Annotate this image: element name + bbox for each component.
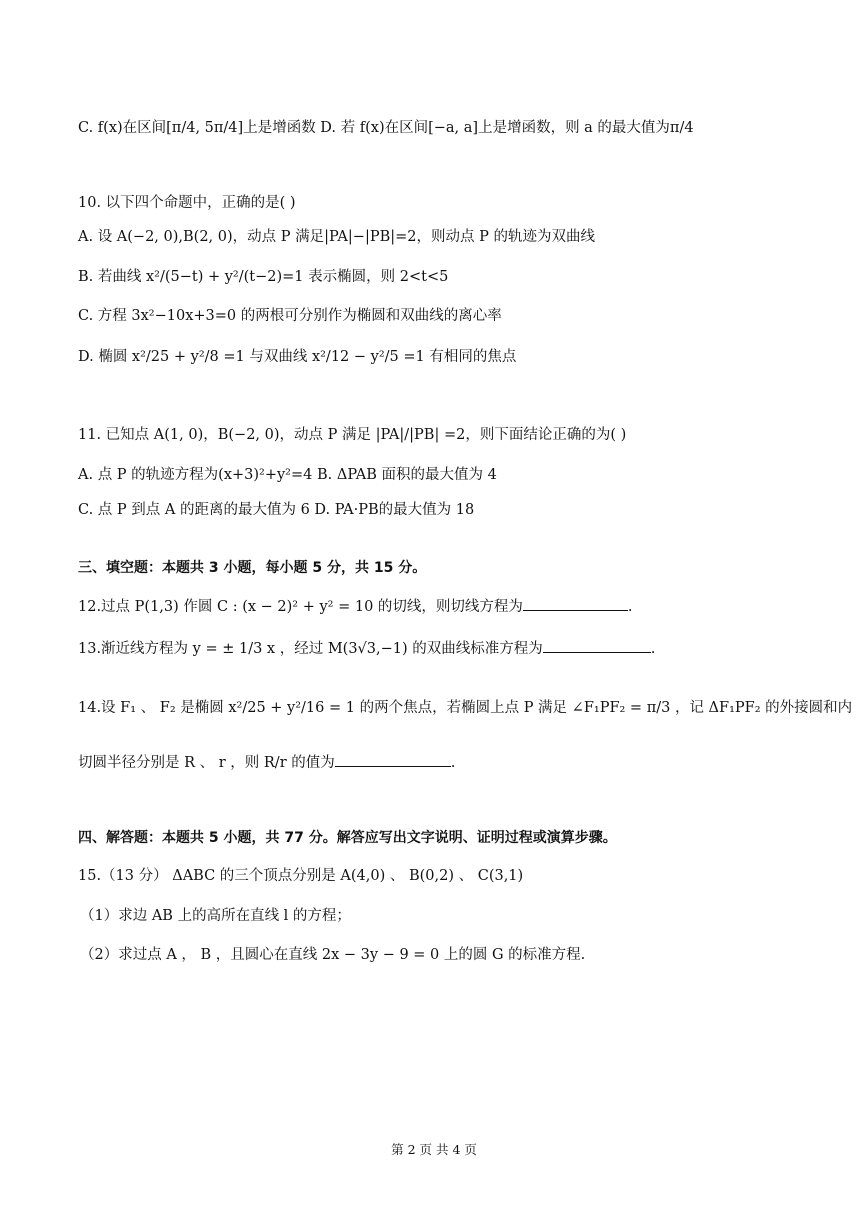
q12-text: 12.过点 P(1,3) 作圆 C : (x − 2)² + y² = 10 的切线，则切线方程为 [78,599,523,615]
q14-cont: 切圆半径分别是 R 、 r ，则 R/r 的值为 . [78,752,455,773]
q14-answer-blank [335,752,451,767]
q14: 14.设 F₁ 、 F₂ 是椭圆 x²/25 + y²/16 = 1 的两个焦点，若椭圆上点 P 满足 ∠F₁PF₂ = π/3 ，记 ΔF₁PF₂ 的外接圆和内 [78,700,853,716]
q10-stem: 10. 以下四个命题中，正确的是( ) [78,195,296,211]
q10-option-d: D. 椭圆 x²/25 + y²/8 =1 与双曲线 x²/12 − y²/5 =1 有相同的焦点 [78,349,517,365]
q15-stem: 15.（13 分） ΔABC 的三个顶点分别是 A(4,0) 、 B(0,2) 、 C(3,1) [78,868,524,884]
q15-part-2: （2）求过点 A ， B ，且圆心在直线 2x − 3y − 9 = 0 上的圆 G 的标准方程. [80,947,586,963]
section-3-heading: 三、填空题：本题共 3 小题，每小题 5 分，共 15 分。 [78,560,427,576]
q12-answer-blank [523,596,628,611]
q12: 12.过点 P(1,3) 作圆 C : (x − 2)² + y² = 10 的切线，则切线方程为 . [78,596,633,617]
q10-option-b: B. 若曲线 x²/(5−t) + y²/(t−2)=1 表示椭圆，则 2<t<5 [78,269,449,285]
section-4-heading: 四、解答题：本题共 5 小题，共 77 分。解答应写出文字说明、证明过程或演算步骤。 [78,830,617,846]
page-footer: 第 2 页 共 4 页 [391,1142,477,1157]
q10-option-a: A. 设 A(−2, 0),B(2, 0)，动点 P 满足|PA|−|PB|=2，则动点 P 的轨迹为双曲线 [78,229,595,245]
q10-option-c: C. 方程 3x²−10x+3=0 的两根可分别作为椭圆和双曲线的离心率 [78,308,502,324]
q9-options-cd: C. f(x)在区间[π/4, 5π/4]上是增函数 D. 若 f(x)在区间[−a, a]上是增函数，则 a 的最大值为π/4 [78,120,694,136]
q15-part-1: （1）求边 AB 上的高所在直线 l 的方程； [80,908,351,924]
q11-options-cd: C. 点 P 到点 A 的距离的最大值为 6 D. PA·PB的最大值为 18 [78,502,475,518]
q13-answer-blank [543,638,651,653]
q11-options-ab: A. 点 P 的轨迹方程为(x+3)²+y²=4 B. ΔPAB 面积的最大值为 4 [78,467,497,483]
q14-cont-text: 切圆半径分别是 R 、 r ，则 R/r 的值为 [78,755,335,771]
q13-text: 13.渐近线方程为 y = ± 1/3 x ，经过 M(3√3,−1) 的双曲线标准方程为 [78,641,543,657]
q13: 13.渐近线方程为 y = ± 1/3 x ，经过 M(3√3,−1) 的双曲线标准方程为 . [78,638,655,659]
q11-stem: 11. 已知点 A(1, 0)，B(−2, 0)，动点 P 满足 |PA|/|PB| =2，则下面结论正确的为( ) [78,427,627,443]
